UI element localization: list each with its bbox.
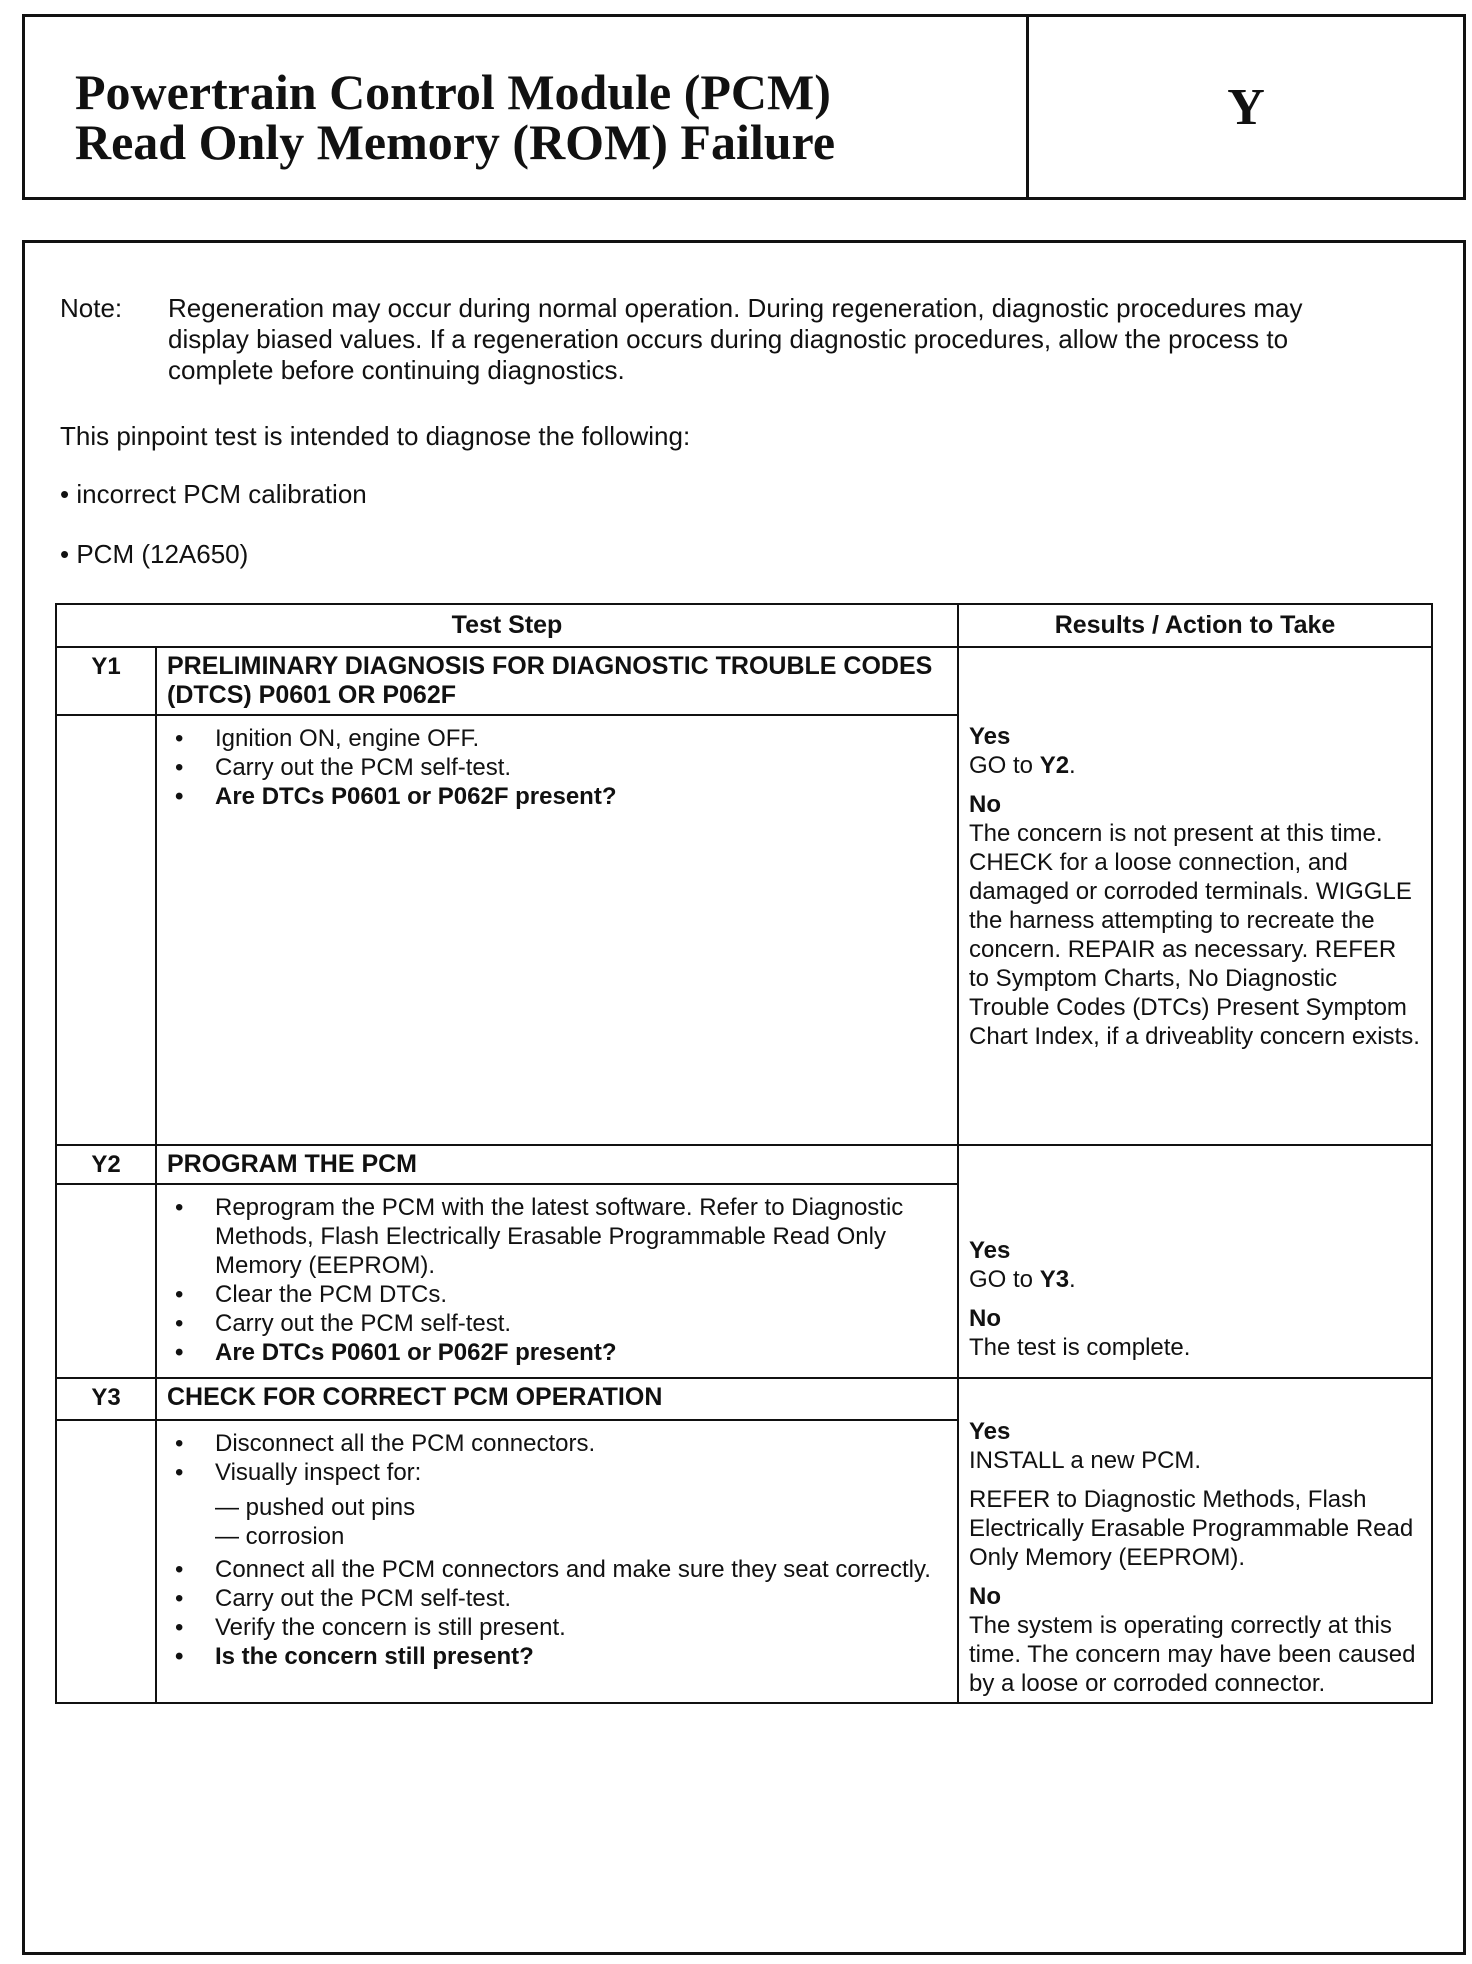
yes-label: Yes: [969, 723, 1011, 750]
step-question: • Are DTCs P0601 or P062F present?: [215, 1338, 947, 1367]
diagnose-item: • PCM (12A650): [60, 539, 249, 569]
header-test-step: Test Step: [56, 604, 958, 647]
inspect-item: — corrosion: [215, 1523, 345, 1551]
step-y2-title-row: [56, 1145, 1432, 1184]
step-item: • Clear the PCM DTCs.: [215, 1280, 947, 1309]
no-text: The concern is not present at this time. CHECK for a loose connection, and damaged or corroded terminals. WIGGLE the harness attempting to recreate the concern. REPAIR as necessary. REFER to Symptom Charts, No Diagnostic Trouble Codes (DTCs) Present Symptom Chart Index, if a driveablity concern exists.: [969, 820, 1420, 1050]
step-id: Y1: [56, 647, 156, 715]
content-panel: [22, 240, 1466, 1955]
step-y2-action: [958, 1145, 1432, 1378]
page-header: [22, 14, 1466, 200]
step-title: PRELIMINARY DIAGNOSIS FOR DIAGNOSTIC TROUBLE CODES (DTCS) P0601 OR P062F: [156, 647, 958, 715]
yes-suffix: .: [1069, 1266, 1076, 1293]
inspect-item: — pushed out pins: [215, 1494, 416, 1522]
step-y3-action: [958, 1378, 1432, 1703]
step-question: • Is the concern still present?: [215, 1642, 947, 1671]
intro-text: This pinpoint test is intended to diagnose the following:: [60, 421, 691, 451]
yes-prefix: GO to: [969, 1266, 1040, 1293]
no-label: No: [969, 791, 1001, 818]
yes-label: Yes: [969, 1418, 1011, 1445]
step-id: Y3: [56, 1378, 156, 1420]
step-item: • Visually inspect for:: [215, 1458, 947, 1487]
section-code: Y: [1227, 78, 1265, 136]
step-y1-body: [156, 715, 958, 1145]
page-title: [25, 17, 1029, 197]
no-label: No: [969, 1583, 1001, 1610]
step-item: • Carry out the PCM self-test.: [215, 753, 947, 782]
step-id-blank: [56, 1420, 156, 1703]
yes-text: [969, 751, 1421, 780]
diagnose-item: • incorrect PCM calibration: [60, 479, 367, 509]
pinpoint-test-table: [55, 603, 1433, 1704]
table-header-row: [56, 604, 1432, 647]
yes-label: Yes: [969, 1237, 1011, 1264]
note-label: Note:: [60, 293, 123, 323]
yes-refer-text: REFER to Diagnostic Methods, Flash Electrically Erasable Programmable Read Only Memory (EEPROM).: [969, 1486, 1414, 1571]
step-y3-body: [156, 1420, 958, 1703]
step-y2-body: [156, 1184, 958, 1378]
no-label: No: [969, 1305, 1001, 1332]
step-item: • Carry out the PCM self-test.: [215, 1584, 947, 1613]
step-item: • Disconnect all the PCM connectors.: [215, 1429, 947, 1458]
step-item: • Connect all the PCM connectors and make sure they seat correctly.: [215, 1555, 947, 1584]
step-title: CHECK FOR CORRECT PCM OPERATION: [156, 1378, 958, 1420]
step-item: • Ignition ON, engine OFF.: [215, 724, 947, 753]
step-id: Y2: [56, 1145, 156, 1184]
step-id-blank: [56, 1184, 156, 1378]
header-results: Results / Action to Take: [958, 604, 1432, 647]
title-line-1: Powertrain Control Module (PCM): [75, 64, 831, 120]
yes-text: INSTALL a new PCM.: [969, 1447, 1202, 1474]
step-question: • Are DTCs P0601 or P062F present?: [215, 782, 947, 811]
no-text: The test is complete.: [969, 1334, 1191, 1361]
step-item: • Reprogram the PCM with the latest software. Refer to Diagnostic Methods, Flash Electrically Erasable Programmable Read Only Memory (EEPROM).: [215, 1193, 947, 1280]
no-text: The system is operating correctly at this time. The concern may have been caused by a loose or corroded connector.: [969, 1612, 1416, 1697]
step-y1-title-row: [56, 647, 1432, 715]
yes-target: Y3: [1039, 1266, 1070, 1293]
step-y1-action: [958, 647, 1432, 1145]
step-title: PROGRAM THE PCM: [156, 1145, 958, 1184]
yes-target: Y2: [1039, 752, 1070, 779]
step-id-blank: [56, 715, 156, 1145]
step-y3-title-row: [56, 1378, 1432, 1420]
note-text: Regeneration may occur during normal operation. During regeneration, diagnostic procedures may display biased values. If a regeneration occurs during diagnostic procedures, allow the process to complete before continuing diagnostics.: [168, 293, 1303, 385]
yes-text: [969, 1265, 1421, 1294]
step-item: • Carry out the PCM self-test.: [215, 1309, 947, 1338]
yes-prefix: GO to: [969, 752, 1040, 779]
note: [60, 293, 1360, 386]
step-item: • Verify the concern is still present.: [215, 1613, 947, 1642]
yes-suffix: .: [1069, 752, 1076, 779]
title-line-2: Read Only Memory (ROM) Failure: [75, 114, 836, 170]
